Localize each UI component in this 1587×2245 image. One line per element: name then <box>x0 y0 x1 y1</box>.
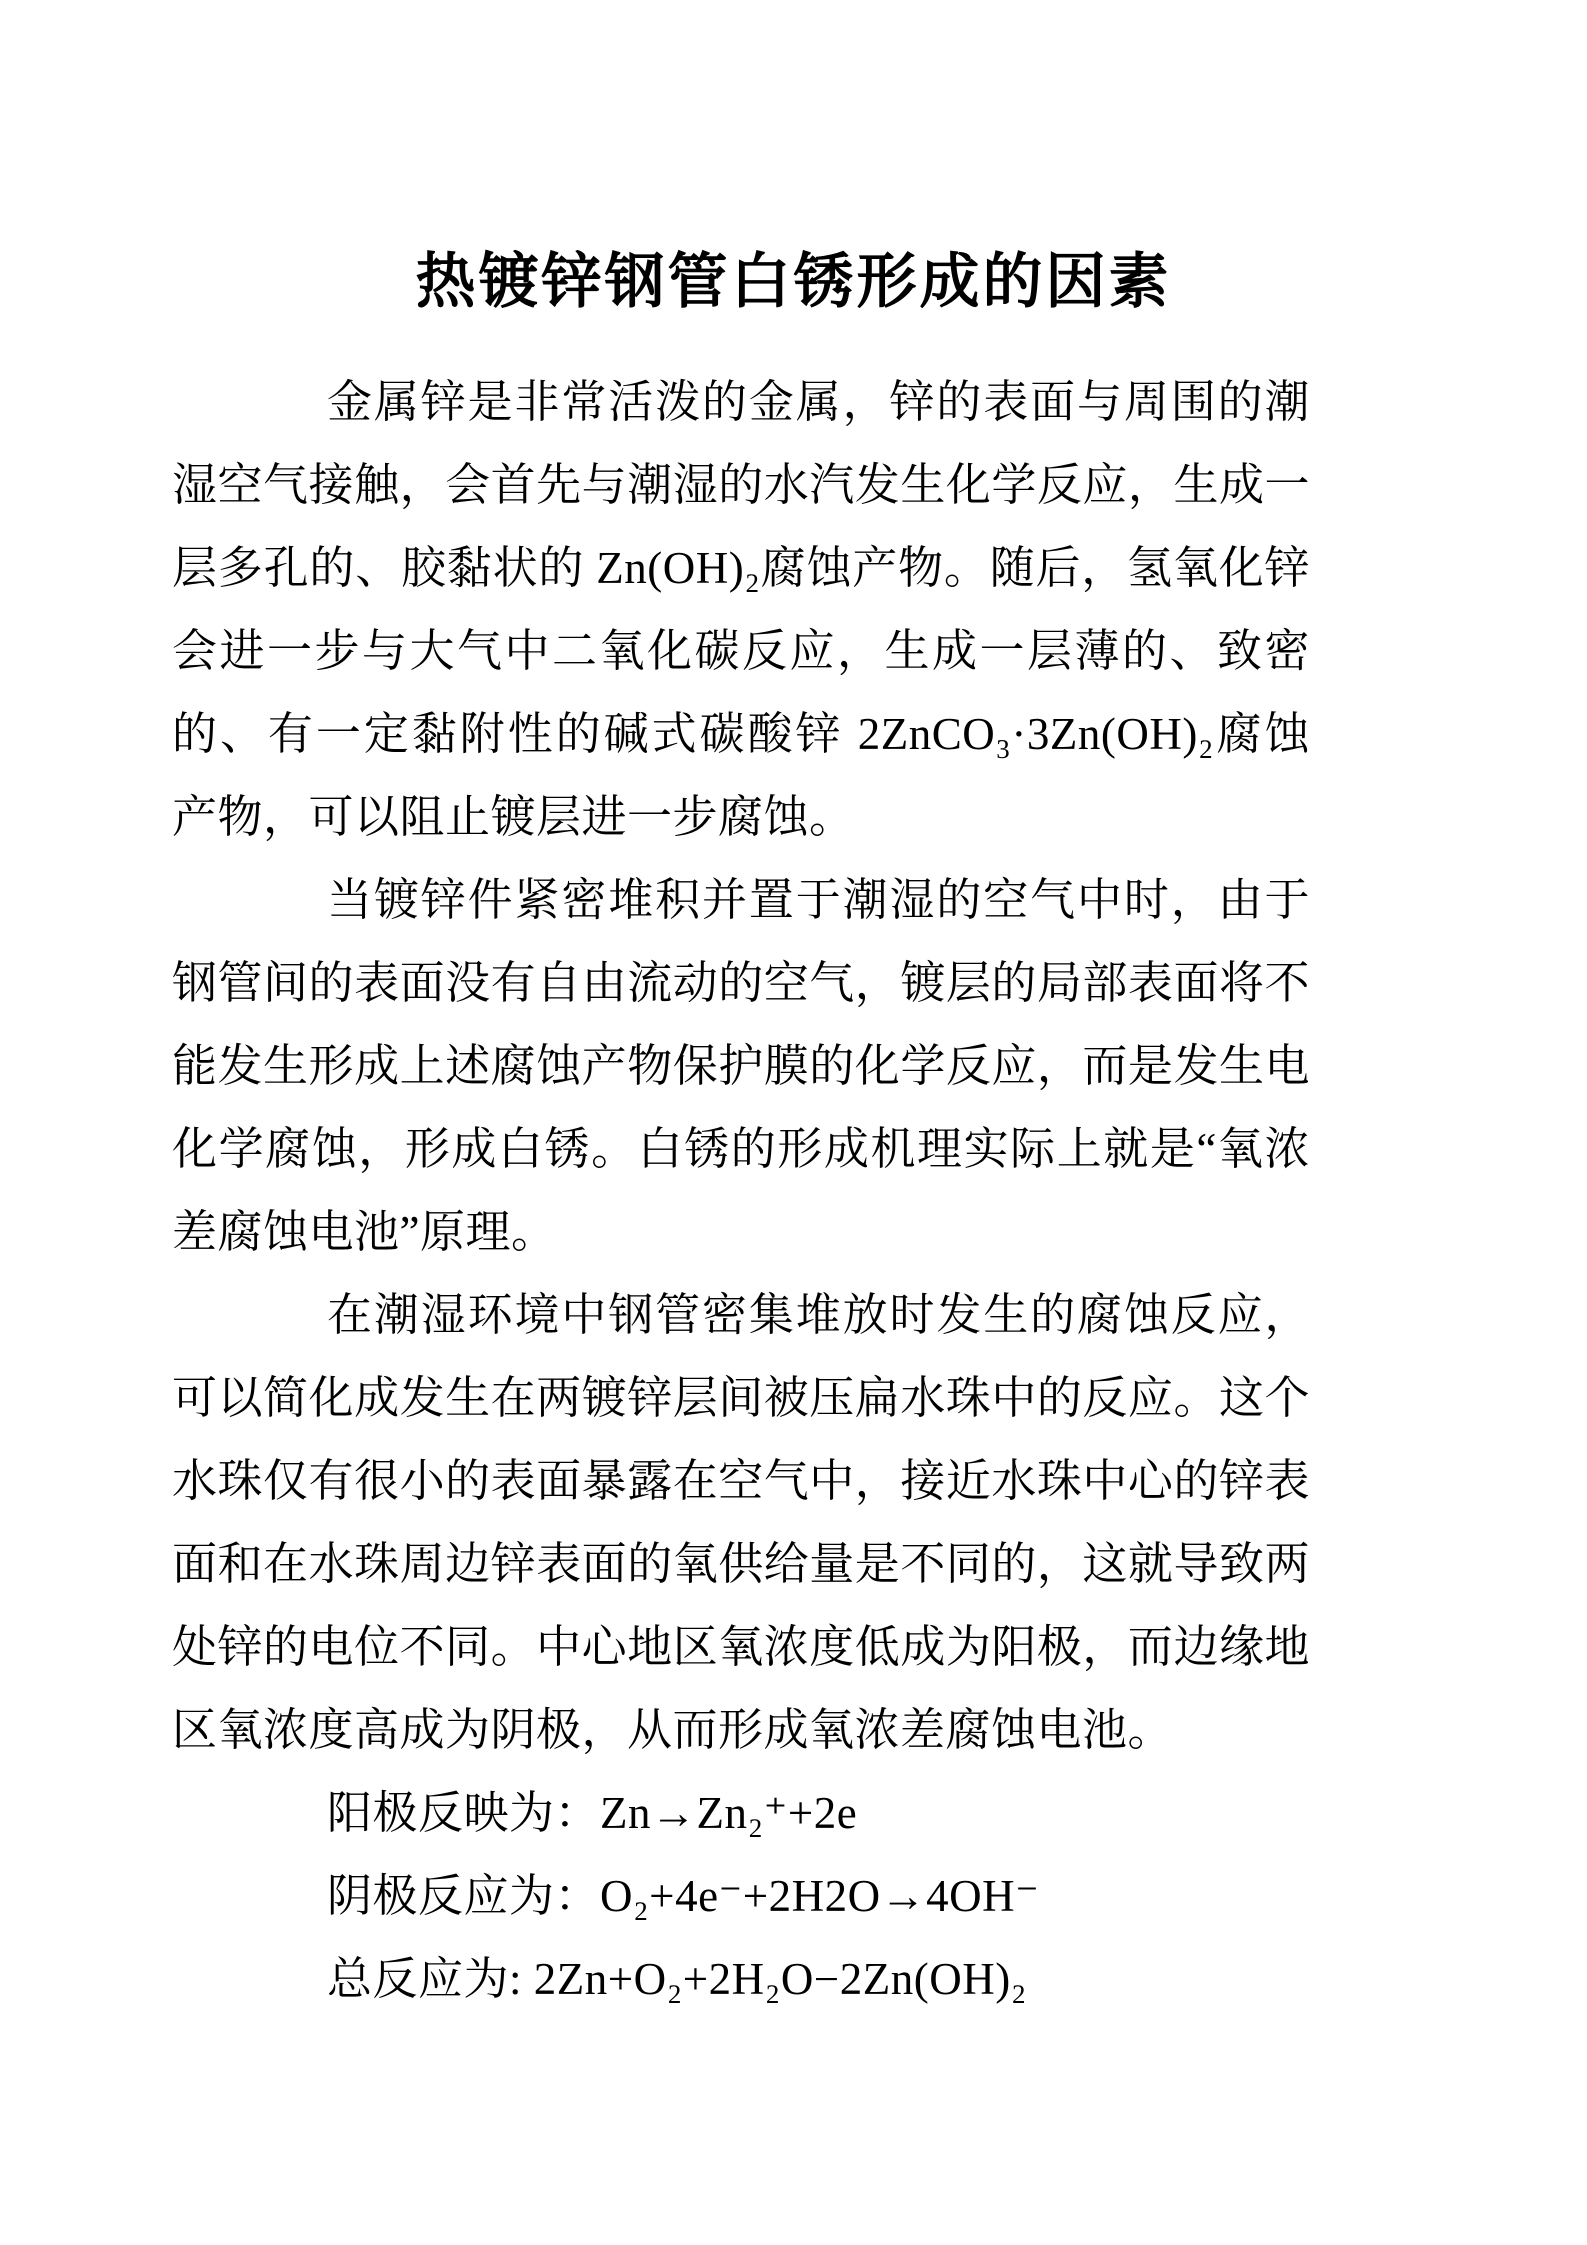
overall-reaction-line: 总反应为: 2Zn+O₂+2H₂O−2Zn(OH)₂ <box>327 1954 1027 2004</box>
anode-reaction-line: 阳极反映为：Zn→Zn₂⁺+2e <box>327 1788 858 1838</box>
document-body <box>172 361 1310 2021</box>
document-title: 热镀锌钢管白锈形成的因素 <box>415 249 1172 315</box>
paragraph-stacked-pipes-corrosion: 当镀锌件紧密堆积并置于潮湿的空气中时，由于钢管间的表面没有自由流动的空气，镀层的局部表面将不能发生形成上述腐蚀产物保护膜的化学反应，而是发生电化学腐蚀，形成白锈。白锈的形成机理实际上就是“氧浓差腐蚀电池”原理。 <box>172 875 1310 1257</box>
cathode-reaction-line: 阴极反应为：O₂+4e⁻+2H2O→4OH⁻ <box>327 1871 1040 1921</box>
paragraph-oxygen-concentration-cell: 在潮湿环境中钢管密集堆放时发生的腐蚀反应，可以简化成发生在两镀锌层间被压扁水珠中的反应。这个水珠仅有很小的表面暴露在空气中，接近水珠中心的锌表面和在水珠周边锌表面的氧供给量是不同的，这就导致两处锌的电位不同。中心地区氧浓度低成为阳极，而边缘地区氧浓度高成为阴极，从而形成氧浓差腐蚀电池。 <box>172 1290 1310 1755</box>
paragraph-white-rust-intro: 金属锌是非常活泼的金属，锌的表面与周围的潮湿空气接触，会首先与潮湿的水汽发生化学反应，生成一层多孔的、胶黏状的 Zn(OH)₂腐蚀产物。随后，氢氧化锌会进一步与大气中二氧化碳反应，生成一层薄的、致密的、有一定黏附性的碱式碳酸锌 2ZnCO₃·3Zn(OH)₂腐蚀产物，可以阻止镀层进一步腐蚀。 <box>172 377 1310 842</box>
